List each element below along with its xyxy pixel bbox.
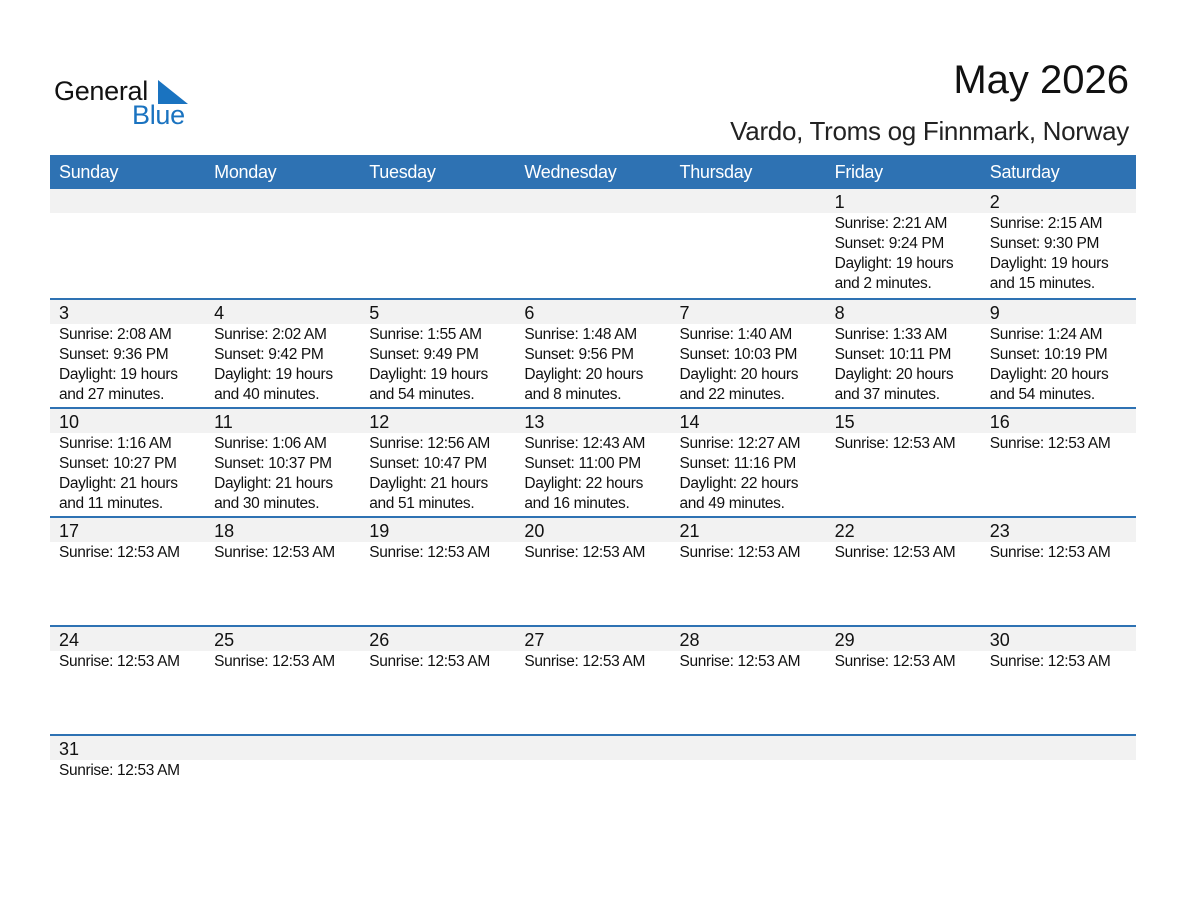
day-number: 2 [981, 189, 1136, 213]
day-cell [50, 627, 205, 734]
day-number: 25 [205, 627, 360, 651]
day-number: 3 [50, 300, 205, 324]
day-number: 30 [981, 627, 1136, 651]
weekday-header [50, 155, 1136, 189]
day-number: 29 [826, 627, 981, 651]
day-details [50, 542, 205, 563]
empty-cell [981, 736, 1136, 843]
day-cell [50, 736, 205, 843]
day-number: 18 [205, 518, 360, 542]
day-detail-line: Sunrise: 12:53 AM [214, 653, 335, 670]
day-details [981, 213, 1136, 294]
day-cell [515, 518, 670, 625]
empty-cell [360, 736, 515, 843]
location-subtitle: Vardo, Troms og Finnmark, Norway [730, 116, 1129, 146]
day-cell [981, 409, 1136, 516]
day-detail-line: Daylight: 22 hours [524, 475, 644, 492]
day-details [360, 542, 515, 563]
day-details [671, 433, 826, 514]
weekday-friday: Friday [834, 162, 883, 182]
day-detail-line: and 49 minutes. [679, 495, 785, 512]
weeks-container [50, 189, 1136, 843]
day-detail-line: and 22 minutes. [679, 386, 785, 403]
calendar-week [50, 189, 1136, 298]
day-number: 10 [50, 409, 205, 433]
day-number: 23 [981, 518, 1136, 542]
day-detail-line: Sunrise: 12:53 AM [369, 653, 490, 670]
day-details [826, 213, 981, 294]
day-detail-line: Sunrise: 1:33 AM [834, 326, 948, 343]
day-cell [50, 409, 205, 516]
day-cell [826, 409, 981, 516]
day-number: 24 [50, 627, 205, 651]
weekday-tuesday: Tuesday [369, 162, 436, 182]
day-details [205, 651, 360, 672]
day-details [50, 760, 205, 781]
day-number [205, 736, 360, 760]
empty-cell [515, 189, 670, 298]
day-number: 6 [515, 300, 670, 324]
day-detail-line: and 54 minutes. [989, 386, 1095, 403]
day-detail-line: Sunrise: 1:55 AM [369, 326, 482, 343]
day-detail-line: Sunset: 9:36 PM [59, 346, 169, 363]
day-detail-line: Daylight: 20 hours [834, 366, 954, 383]
day-detail-line: Sunrise: 1:16 AM [59, 435, 172, 452]
day-cell [671, 518, 826, 625]
day-details [671, 651, 826, 672]
day-detail-line: and 15 minutes. [989, 275, 1095, 292]
day-details [360, 324, 515, 405]
day-detail-line: Sunset: 9:30 PM [989, 235, 1100, 252]
day-details [205, 433, 360, 514]
day-detail-line: and 30 minutes. [214, 495, 320, 512]
day-detail-line: Sunrise: 12:53 AM [524, 653, 646, 670]
day-cell [826, 518, 981, 625]
day-detail-line: and 8 minutes. [524, 386, 622, 403]
calendar-week [50, 625, 1136, 734]
day-number: 26 [360, 627, 515, 651]
day-cell [205, 627, 360, 734]
day-details [50, 651, 205, 672]
day-detail-line: Daylight: 19 hours [369, 366, 488, 383]
calendar-week [50, 516, 1136, 625]
weekday-saturday: Saturday [989, 162, 1060, 182]
day-cell [515, 627, 670, 734]
day-detail-line: Sunrise: 1:24 AM [989, 326, 1103, 343]
empty-cell [360, 189, 515, 298]
day-detail-line: Sunrise: 12:53 AM [834, 653, 956, 670]
day-detail-line: Sunset: 10:47 PM [369, 455, 487, 472]
day-detail-line: Sunrise: 12:53 AM [989, 544, 1111, 561]
day-number [671, 189, 826, 213]
day-detail-line: Daylight: 20 hours [679, 366, 799, 383]
day-number: 31 [50, 736, 205, 760]
day-cell [671, 409, 826, 516]
day-cell [671, 300, 826, 407]
day-detail-line: Sunrise: 1:48 AM [524, 326, 637, 343]
day-detail-line: and 27 minutes. [59, 386, 165, 403]
day-number: 16 [981, 409, 1136, 433]
day-number [981, 736, 1136, 760]
day-details [826, 651, 981, 672]
day-cell [50, 518, 205, 625]
calendar-grid [50, 155, 1136, 843]
day-number: 7 [671, 300, 826, 324]
day-details [981, 433, 1136, 454]
empty-cell [671, 736, 826, 843]
day-detail-line: Sunrise: 12:53 AM [989, 653, 1111, 670]
day-details [671, 324, 826, 405]
weekday-sunday: Sunday [59, 162, 119, 182]
day-details [826, 433, 981, 454]
day-number [205, 189, 360, 213]
day-number: 11 [205, 409, 360, 433]
day-detail-line: Sunset: 10:19 PM [989, 346, 1108, 363]
day-cell [981, 518, 1136, 625]
empty-cell [205, 189, 360, 298]
day-detail-line: Sunrise: 2:08 AM [59, 326, 172, 343]
day-detail-line: Daylight: 19 hours [989, 255, 1109, 272]
day-detail-line: Sunset: 10:03 PM [679, 346, 798, 363]
day-details [981, 542, 1136, 563]
day-number: 20 [515, 518, 670, 542]
day-detail-line: and 51 minutes. [369, 495, 475, 512]
day-detail-line: Daylight: 19 hours [834, 255, 954, 272]
day-detail-line: and 40 minutes. [214, 386, 320, 403]
day-details [981, 324, 1136, 405]
page-title: May 2026 [953, 58, 1129, 102]
day-cell [360, 627, 515, 734]
day-cell [826, 300, 981, 407]
logo-blue-text: Blue [132, 100, 185, 130]
day-cell [360, 300, 515, 407]
empty-cell [50, 189, 205, 298]
day-details [205, 324, 360, 405]
day-number: 9 [981, 300, 1136, 324]
day-number: 8 [826, 300, 981, 324]
day-number [360, 736, 515, 760]
weekday-wednesday: Wednesday [524, 162, 617, 182]
empty-cell [515, 736, 670, 843]
day-detail-line: Sunset: 10:11 PM [834, 346, 952, 363]
day-number: 27 [515, 627, 670, 651]
day-detail-line: Sunset: 10:27 PM [59, 455, 177, 472]
day-number: 13 [515, 409, 670, 433]
day-detail-line: Sunrise: 2:21 AM [834, 215, 948, 232]
empty-cell [671, 189, 826, 298]
day-details [515, 324, 670, 405]
day-cell [205, 518, 360, 625]
day-detail-line: Sunrise: 12:53 AM [59, 544, 180, 561]
day-detail-line: and 2 minutes. [834, 275, 932, 292]
day-number [671, 736, 826, 760]
day-detail-line: Sunrise: 12:53 AM [989, 435, 1111, 452]
day-detail-line: Sunrise: 1:06 AM [214, 435, 327, 452]
day-cell [981, 300, 1136, 407]
day-detail-line: Sunset: 9:42 PM [214, 346, 324, 363]
day-detail-line: Sunset: 11:00 PM [524, 455, 641, 472]
day-number [360, 189, 515, 213]
day-detail-line: Sunrise: 12:53 AM [369, 544, 490, 561]
logo [54, 76, 194, 132]
empty-cell [205, 736, 360, 843]
day-detail-line: Sunrise: 12:53 AM [834, 435, 956, 452]
day-details [515, 542, 670, 563]
day-detail-line: Sunset: 10:37 PM [214, 455, 332, 472]
day-detail-line: Daylight: 19 hours [214, 366, 333, 383]
day-detail-line: Daylight: 20 hours [989, 366, 1109, 383]
day-details [515, 651, 670, 672]
day-detail-line: Daylight: 19 hours [59, 366, 178, 383]
day-detail-line: Sunrise: 2:02 AM [214, 326, 327, 343]
logo-general-text: General [54, 76, 148, 106]
day-detail-line: Sunrise: 1:40 AM [679, 326, 792, 343]
day-detail-line: Daylight: 21 hours [369, 475, 488, 492]
day-cell [981, 189, 1136, 298]
day-cell [205, 300, 360, 407]
day-cell [981, 627, 1136, 734]
calendar-week [50, 734, 1136, 843]
day-number [515, 189, 670, 213]
day-detail-line: Sunrise: 12:53 AM [679, 653, 801, 670]
calendar-week [50, 298, 1136, 407]
day-cell [205, 409, 360, 516]
day-details [50, 324, 205, 405]
day-detail-line: Sunrise: 12:53 AM [524, 544, 646, 561]
day-cell [360, 409, 515, 516]
day-details [515, 433, 670, 514]
day-detail-line: Daylight: 20 hours [524, 366, 644, 383]
day-detail-line: Daylight: 22 hours [679, 475, 799, 492]
day-detail-line: Sunset: 9:24 PM [834, 235, 944, 252]
day-cell [515, 300, 670, 407]
day-number: 22 [826, 518, 981, 542]
day-number: 14 [671, 409, 826, 433]
day-details [50, 433, 205, 514]
day-cell [50, 300, 205, 407]
day-detail-line: Daylight: 21 hours [59, 475, 178, 492]
day-detail-line: Sunrise: 12:53 AM [214, 544, 335, 561]
day-number: 17 [50, 518, 205, 542]
day-number: 1 [826, 189, 981, 213]
day-detail-line: Sunrise: 12:56 AM [369, 435, 490, 452]
day-details [360, 433, 515, 514]
day-number: 12 [360, 409, 515, 433]
day-number: 19 [360, 518, 515, 542]
day-detail-line: Sunset: 11:16 PM [679, 455, 796, 472]
day-cell [826, 189, 981, 298]
day-number: 4 [205, 300, 360, 324]
day-number: 5 [360, 300, 515, 324]
day-number [50, 189, 205, 213]
day-detail-line: Sunrise: 12:53 AM [59, 762, 180, 779]
day-details [826, 324, 981, 405]
calendar-week [50, 407, 1136, 516]
day-cell [360, 518, 515, 625]
day-details [671, 542, 826, 563]
day-detail-line: Sunrise: 12:53 AM [834, 544, 956, 561]
day-details [205, 542, 360, 563]
day-detail-line: Sunset: 9:56 PM [524, 346, 634, 363]
day-detail-line: and 11 minutes. [59, 495, 163, 512]
day-detail-line: and 16 minutes. [524, 495, 630, 512]
day-number: 28 [671, 627, 826, 651]
day-number [826, 736, 981, 760]
day-details [826, 542, 981, 563]
day-details [360, 651, 515, 672]
weekday-thursday: Thursday [679, 162, 753, 182]
day-detail-line: Sunrise: 2:15 AM [989, 215, 1103, 232]
day-details [981, 651, 1136, 672]
day-detail-line: and 37 minutes. [834, 386, 940, 403]
day-detail-line: and 54 minutes. [369, 386, 475, 403]
day-cell [826, 627, 981, 734]
day-number [515, 736, 670, 760]
day-cell [515, 409, 670, 516]
day-detail-line: Daylight: 21 hours [214, 475, 333, 492]
empty-cell [826, 736, 981, 843]
weekday-monday: Monday [214, 162, 277, 182]
day-detail-line: Sunrise: 12:53 AM [679, 544, 801, 561]
day-detail-line: Sunrise: 12:53 AM [59, 653, 180, 670]
day-number: 15 [826, 409, 981, 433]
day-cell [671, 627, 826, 734]
day-detail-line: Sunrise: 12:27 AM [679, 435, 801, 452]
day-detail-line: Sunrise: 12:43 AM [524, 435, 646, 452]
day-detail-line: Sunset: 9:49 PM [369, 346, 479, 363]
day-number: 21 [671, 518, 826, 542]
